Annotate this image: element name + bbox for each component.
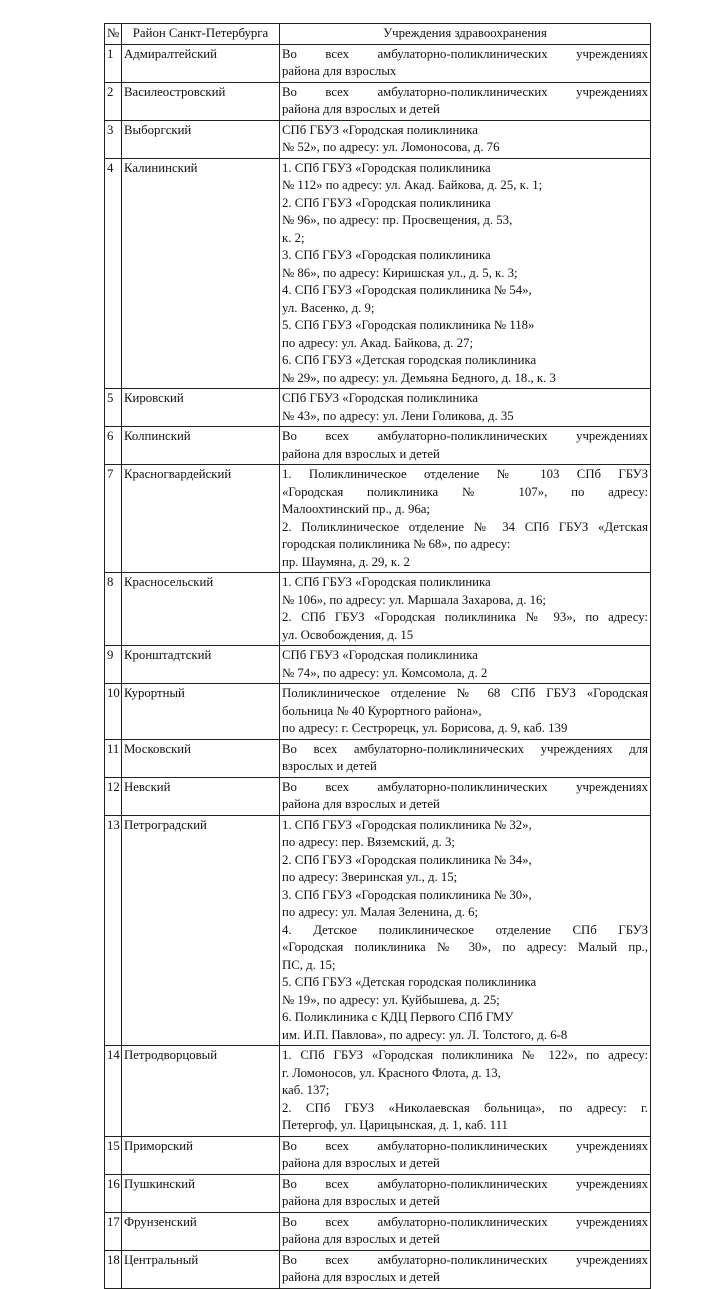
institution-text-line: № 106», по адресу: ул. Маршала Захарова, д. 16; [282, 592, 546, 607]
institution-text-line: городская поликлиника № 68», по адресу: [282, 537, 511, 551]
institution-text-line: 6. СПб ГБУЗ «Детская городская поликлиника [282, 353, 537, 367]
table-row [105, 389, 651, 427]
row-number: 11 [105, 739, 122, 777]
table-row [105, 684, 651, 740]
district-name: Красногвардейский [122, 465, 280, 573]
institution-text-line: 1. СПб ГБУЗ «Городская поликлиника № 32», [282, 817, 532, 832]
table-row [105, 646, 651, 684]
table-row [105, 82, 651, 120]
table-row [105, 44, 651, 82]
institution-text-line: Во всех амбулаторно-поликлинических учреждениях [282, 1176, 648, 1191]
row-number: 9 [105, 646, 122, 684]
institutions-cell [280, 1046, 651, 1137]
institution-text-line: № 19», по адресу: ул. Куйбышева, д. 25; [282, 992, 500, 1007]
institution-text-line: по адресу: ул. Акад. Байкова, д. 27; [282, 335, 474, 350]
institution-text-line: по адресу: Зверинская ул., д. 15; [282, 870, 458, 884]
institution-text-line: 2. Поликлиническое отделение № 34 СПб ГБУЗ «Детская [282, 519, 648, 534]
table-row [105, 1250, 651, 1288]
district-name: Кронштадтский [122, 646, 280, 684]
institution-text-line: каб. 137; [282, 1083, 330, 1097]
table-row [105, 815, 651, 1046]
institution-text-line: Во всех амбулаторно-поликлинических учреждениях [282, 1252, 648, 1267]
institution-text-line: 3. СПб ГБУЗ «Городская поликлиника [282, 248, 491, 262]
district-name: Петроградский [122, 815, 280, 1046]
table-row [105, 1212, 651, 1250]
institutions-cell [280, 427, 651, 465]
institution-text-line: 1. Поликлиническое отделение № 103 СПб ГБУЗ [282, 467, 648, 481]
header-institutions: Учреждения здравоохранения [280, 24, 651, 45]
table-row [105, 427, 651, 465]
institution-text-line: 5. СПб ГБУЗ «Детская городская поликлиника [282, 975, 537, 989]
institution-text-line: 2. СПб ГБУЗ «Городская поликлиника [282, 195, 491, 210]
institution-text-line: Поликлиническое отделение № 68 СПб ГБУЗ «Городская [282, 686, 648, 700]
table-row [105, 777, 651, 815]
row-number: 5 [105, 389, 122, 427]
district-name: Московский [122, 739, 280, 777]
institution-text-line: СПб ГБУЗ «Городская поликлиника [282, 391, 478, 405]
row-number: 16 [105, 1174, 122, 1212]
row-number: 7 [105, 465, 122, 573]
row-number: 13 [105, 815, 122, 1046]
table-row [105, 465, 651, 573]
institution-text-line: № 112» по адресу: ул. Акад. Байкова, д. 25, к. 1; [282, 178, 543, 192]
institution-text-line: № 52», по адресу: ул. Ломоносова, д. 76 [282, 140, 500, 154]
institution-text-line: им. И.П. Павлова», по адресу: ул. Л. Толстого, д. 6-8 [282, 1027, 568, 1042]
table-row [105, 120, 651, 158]
district-name: Калининский [122, 158, 280, 389]
institution-text-line: по адресу: пер. Вяземский, д. 3; [282, 835, 455, 849]
institution-text-line: 1. СПб ГБУЗ «Городская поликлиника [282, 575, 491, 589]
institution-text-line: 4. СПб ГБУЗ «Городская поликлиника № 54», [282, 283, 532, 297]
row-number: 4 [105, 158, 122, 389]
institution-text-line: ул. Освобождения, д. 15 [282, 627, 414, 642]
institution-text-line: Во всех амбулаторно-поликлинических учреждениях [282, 779, 648, 794]
institutions-cell [280, 82, 651, 120]
institution-text-line: Петергоф, ул. Царицынская, д. 1, каб. 111 [282, 1118, 508, 1132]
district-name: Петродворцовый [122, 1046, 280, 1137]
institutions-cell [280, 1174, 651, 1212]
institution-text-line: № 86», по адресу: Киришская ул., д. 5, к. 3; [282, 265, 518, 280]
institution-text-line: г. Ломоносов, ул. Красного Флота, д. 13, [282, 1065, 501, 1080]
institution-text-line: ПС, д. 15; [282, 957, 336, 972]
institutions-cell [280, 684, 651, 740]
institution-text-line: 2. СПб ГБУЗ «Городская поликлиника № 34», [282, 852, 532, 867]
institution-text-line: к. 2; [282, 230, 305, 245]
institutions-cell [280, 815, 651, 1046]
institution-text-line: Во всех амбулаторно-поликлинических учреждениях [282, 1138, 648, 1153]
institution-text-line: СПб ГБУЗ «Городская поликлиника [282, 122, 478, 137]
institution-text-line: Малоохтинский пр., д. 96а; [282, 502, 430, 516]
institution-text-line: 4. Детское поликлиническое отделение СПб ГБУЗ [282, 922, 648, 937]
row-number: 12 [105, 777, 122, 815]
institution-text-line: 1. СПб ГБУЗ «Городская поликлиника [282, 160, 491, 175]
district-name: Красносельский [122, 573, 280, 646]
institution-text-line: № 43», по адресу: ул. Лени Голикова, д. 35 [282, 408, 514, 423]
institution-text-line: Во всех амбулаторно-поликлинических учреждениях [282, 84, 648, 99]
table-row [105, 739, 651, 777]
institution-text-line: района для взрослых и детей [282, 102, 440, 116]
institution-text-line: 6. Поликлиника с КДЦ Первого СПб ГМУ [282, 1010, 514, 1024]
table-body [105, 44, 651, 1288]
institution-text-line: пр. Шаумяна, д. 29, к. 2 [282, 554, 410, 569]
institution-text-line: района для взрослых и детей [282, 1232, 440, 1246]
institution-text-line: ул. Васенко, д. 9; [282, 300, 375, 315]
institutions-cell [280, 465, 651, 573]
institutions-cell [280, 646, 651, 684]
institution-text-line: «Городская поликлиника № 30», по адресу: Малый пр., [282, 940, 648, 954]
institution-text-line: 2. СПб ГБУЗ «Городская поликлиника № 93», по адресу: [282, 610, 648, 624]
table-row [105, 1046, 651, 1137]
institution-text-line: 2. СПб ГБУЗ «Николаевская больница», по адресу: г. [282, 1100, 648, 1115]
institutions-cell [280, 739, 651, 777]
institution-text-line: СПб ГБУЗ «Городская поликлиника [282, 648, 478, 662]
row-number: 17 [105, 1212, 122, 1250]
district-name: Невский [122, 777, 280, 815]
district-name: Приморский [122, 1136, 280, 1174]
institution-text-line: района для взрослых и детей [282, 1194, 440, 1208]
table-header-row [105, 24, 651, 45]
institution-text-line: 3. СПб ГБУЗ «Городская поликлиника № 30», [282, 887, 532, 902]
institutions-cell [280, 1136, 651, 1174]
table-row [105, 1174, 651, 1212]
institutions-cell [280, 777, 651, 815]
institution-text-line: № 29», по адресу: ул. Демьяна Бедного, д. 18., к. 3 [282, 370, 556, 385]
institution-text-line: по адресу: г. Сестрорецк, ул. Борисова, д. 9, каб. 139 [282, 721, 568, 735]
row-number: 8 [105, 573, 122, 646]
institution-text-line: 1. СПб ГБУЗ «Городская поликлиника № 122», по адресу: [282, 1048, 648, 1062]
institutions-cell [280, 158, 651, 389]
institution-text-line: Во всех амбулаторно-поликлинических учреждениях [282, 1214, 648, 1229]
institutions-cell [280, 120, 651, 158]
district-name: Фрунзенский [122, 1212, 280, 1250]
header-number: № [105, 24, 122, 45]
institution-text-line: Во всех амбулаторно-поликлинических учреждениях [282, 429, 648, 443]
table-row [105, 573, 651, 646]
institutions-cell [280, 44, 651, 82]
institution-text-line: по адресу: ул. Малая Зеленина, д. 6; [282, 905, 479, 919]
row-number: 18 [105, 1250, 122, 1288]
institution-text-line: Во всех амбулаторно-поликлинических учреждениях для [282, 741, 648, 756]
institution-text-line: № 74», по адресу: ул. Комсомола, д. 2 [282, 665, 488, 680]
institutions-cell [280, 389, 651, 427]
row-number: 3 [105, 120, 122, 158]
row-number: 1 [105, 44, 122, 82]
institution-text-line: района для взрослых и детей [282, 446, 440, 461]
institution-text-line: района для взрослых и детей [282, 1270, 440, 1284]
institutions-cell [280, 1212, 651, 1250]
district-name: Колпинский [122, 427, 280, 465]
district-name: Адмиралтейский [122, 44, 280, 82]
district-name: Кировский [122, 389, 280, 427]
institutions-cell [280, 573, 651, 646]
row-number: 6 [105, 427, 122, 465]
district-name: Выборгский [122, 120, 280, 158]
row-number: 15 [105, 1136, 122, 1174]
institution-text-line: взрослых и детей [282, 759, 377, 773]
district-name: Василеостровский [122, 82, 280, 120]
institution-text-line: Во всех амбулаторно-поликлинических учреждениях [282, 46, 648, 61]
institutions-cell [280, 1250, 651, 1288]
institution-text-line: больница № 40 Курортного района», [282, 703, 482, 718]
institution-text-line: района для взрослых и детей [282, 1156, 440, 1170]
institution-text-line: 5. СПб ГБУЗ «Городская поликлиника № 118» [282, 318, 535, 332]
table-row [105, 1136, 651, 1174]
table-row [105, 158, 651, 389]
district-name: Пушкинский [122, 1174, 280, 1212]
row-number: 10 [105, 684, 122, 740]
healthcare-institutions-table [104, 23, 651, 1289]
institution-text-line: района для взрослых и детей [282, 797, 440, 811]
institution-text-line: района для взрослых [282, 64, 397, 78]
district-name: Центральный [122, 1250, 280, 1288]
institution-text-line: № 96», по адресу: пр. Просвещения, д. 53, [282, 213, 513, 227]
district-name: Курортный [122, 684, 280, 740]
row-number: 2 [105, 82, 122, 120]
header-district: Район Санкт-Петербурга [122, 24, 280, 45]
institution-text-line: «Городская поликлиника № 107», по адресу: [282, 484, 648, 499]
row-number: 14 [105, 1046, 122, 1137]
